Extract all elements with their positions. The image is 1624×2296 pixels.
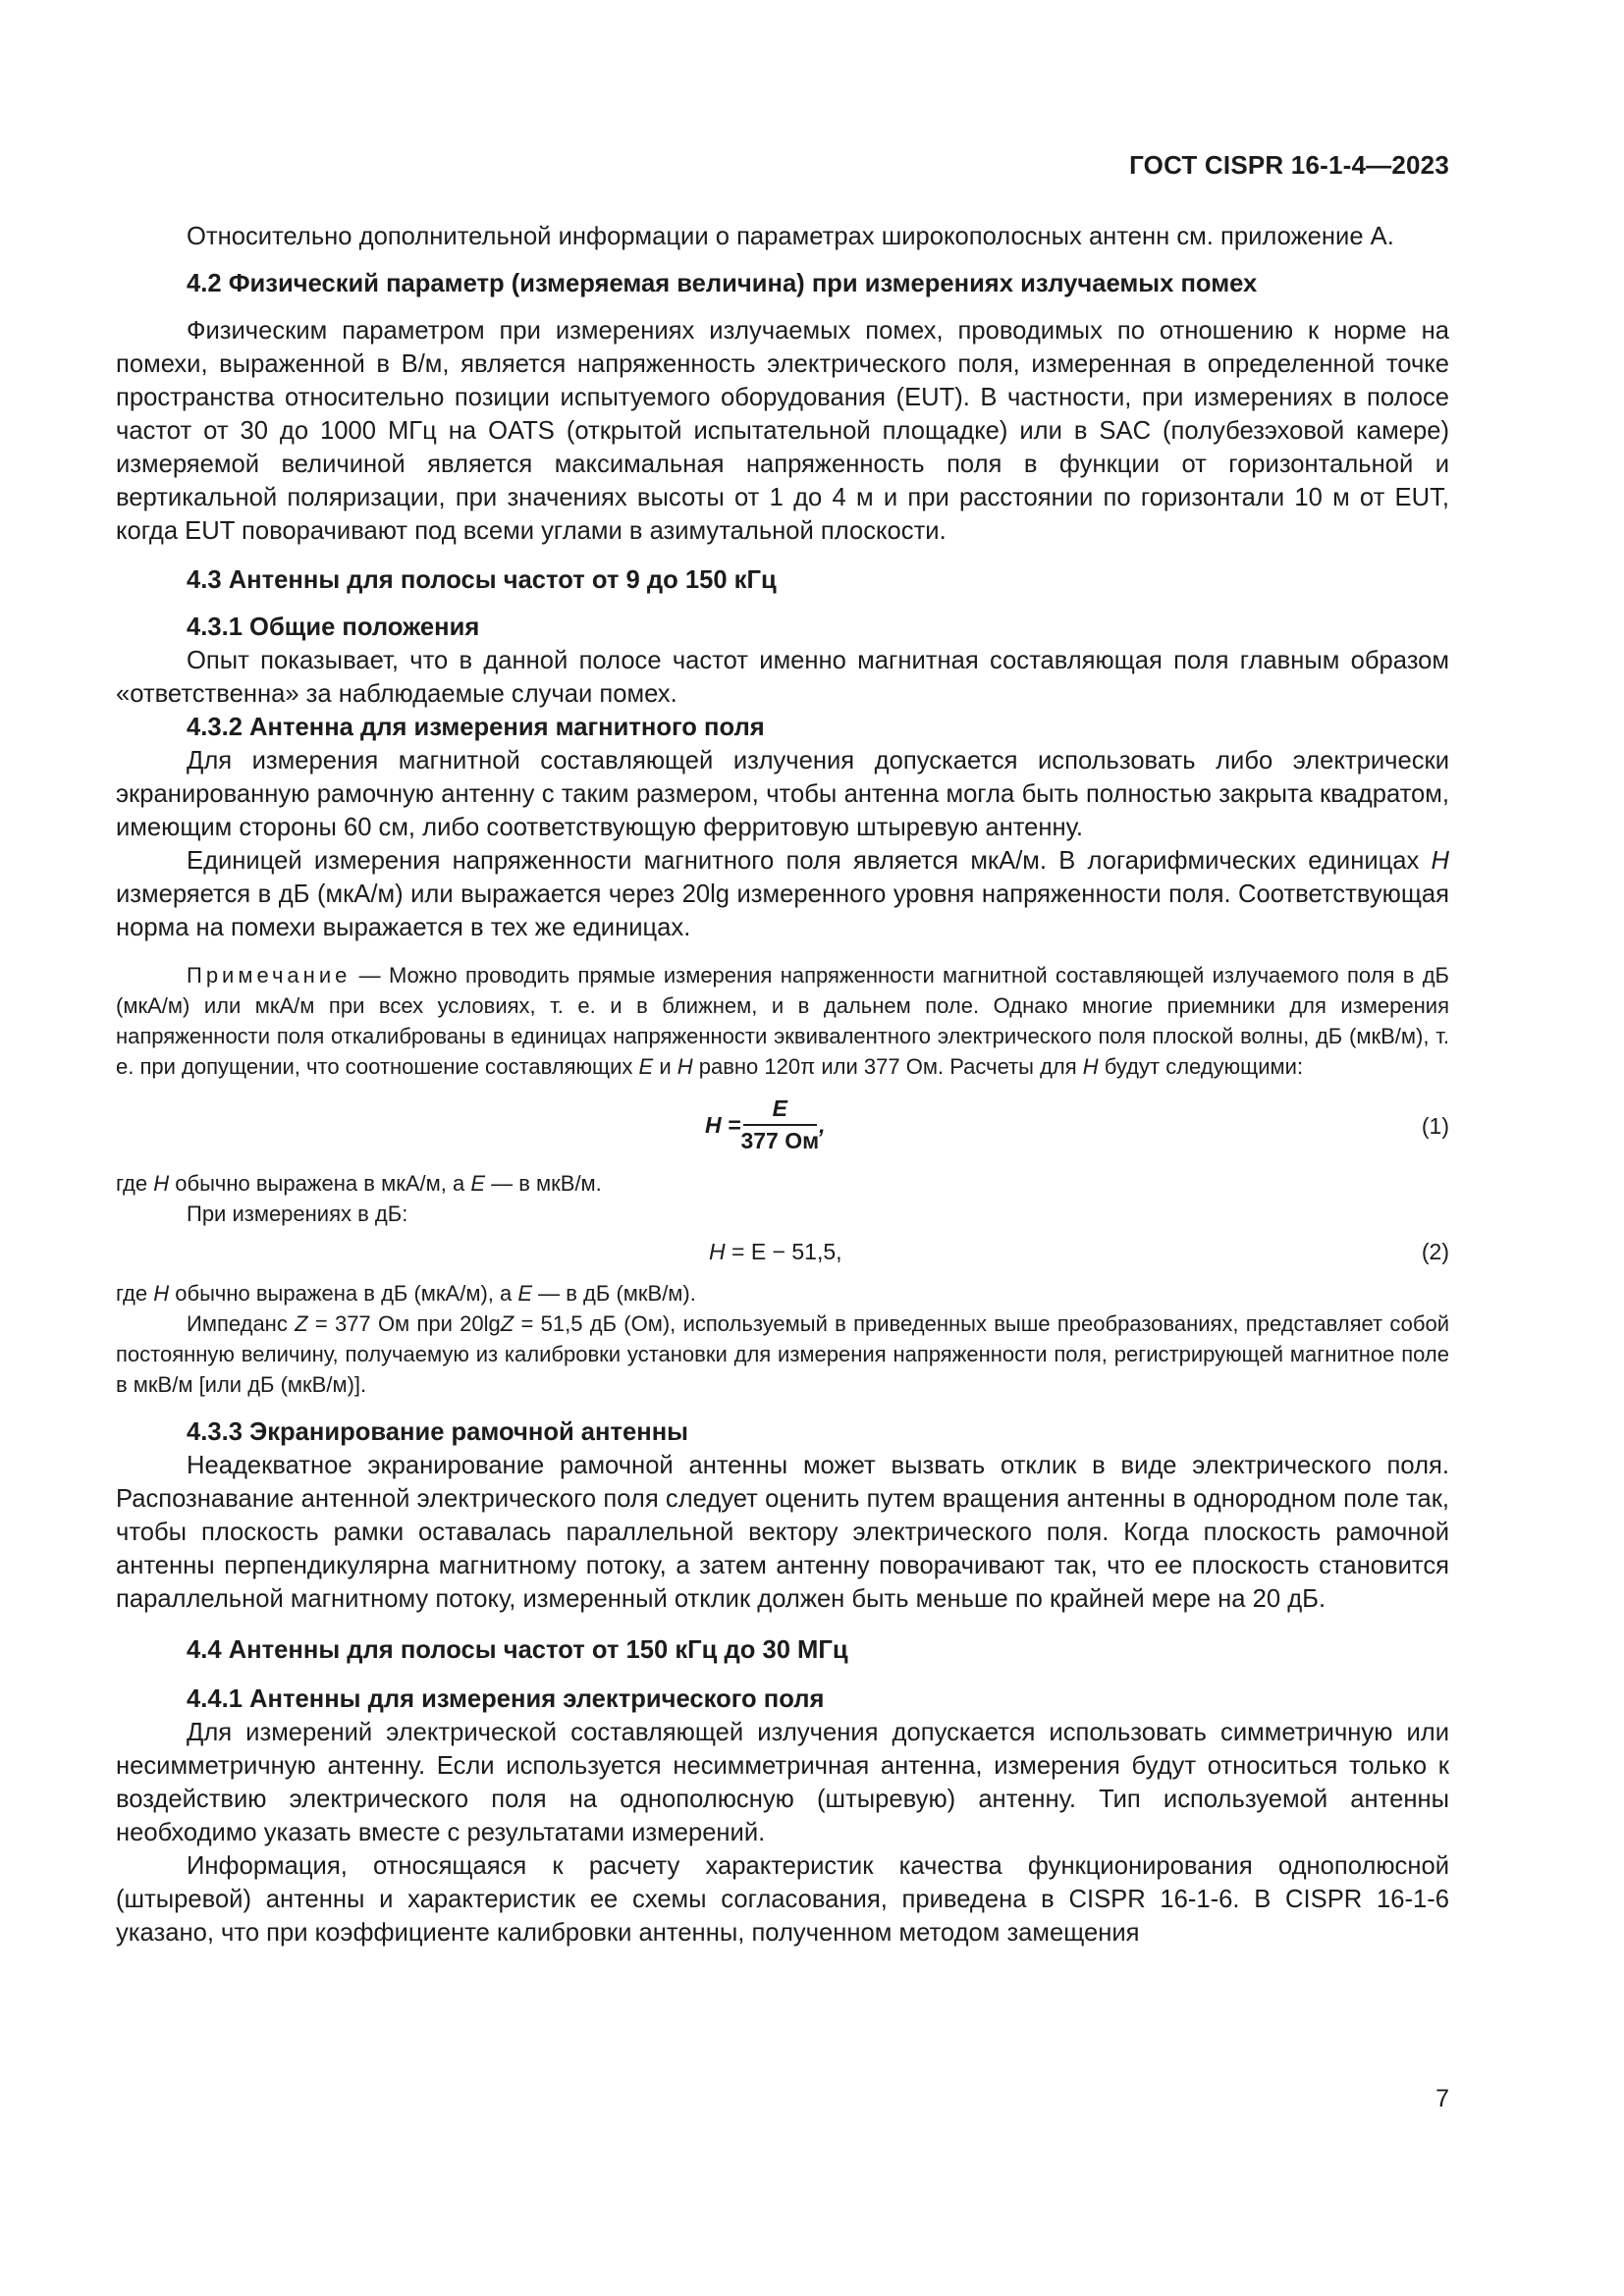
formula-2-lhs: H [709, 1239, 726, 1264]
formula-1-denominator: 377 Ом [740, 1128, 820, 1153]
text-run: где [116, 1281, 154, 1306]
formula-1-numerator: E [743, 1095, 817, 1126]
page-number: 7 [1435, 2085, 1449, 2112]
symbol-h: H [1082, 1054, 1099, 1079]
symbol-h: H [153, 1171, 170, 1196]
section-4-4-1-paragraph-1: Для измерений электрической составляющей излучения допускается использовать симметричную или несимметричную антенну. Если используется несимметричная антенна, измерения будут относиться только к воздействию электрического поля на однополюсную (штыревую) антенну. Тип используемой антенны необходимо указать вместе с результатами измерений. [116, 1719, 1449, 1846]
formula-2 [116, 1235, 1449, 1278]
text-run: — в дБ (мкВ/м). [532, 1281, 696, 1306]
page-body [116, 220, 1449, 1949]
section-4-4-heading: 4.4 Антенны для полосы частот от 150 кГц до 30 МГц [187, 1636, 848, 1664]
note-label: Примечание [187, 963, 352, 988]
section-4-3-1-paragraph: Опыт показывает, что в данной полосе частот именно магнитная составляющая поля главным образом «ответственна» за наблюдаемые случаи помех. [116, 647, 1449, 708]
text-run: обычно выражена в мкА/м, а [169, 1171, 471, 1196]
intro-paragraph: Относительно дополнительной информации о параметрах широкополосных антенн см. приложение А. [187, 223, 1394, 250]
section-4-3-3-heading: 4.3.3 Экранирование рамочной антенны [187, 1418, 689, 1446]
formula-1-expression [705, 1095, 826, 1154]
formula-2-rhs: = E − 51,5, [725, 1239, 842, 1264]
impedance-paragraph [116, 1308, 1449, 1400]
section-4-2-paragraph: Физическим параметром при измерениях излучаемых помех, проводимых по отношению к норме на помехи, выраженной в В/м, является напряженность электрического поля, измеренная в определенной точке пространства относительно позиции испытуемого оборудования (EUT). В частности, при измерениях в полосе частот от 30 до 1000 МГц на OATS (открытой испытательной площадке) или в SAC (полубезэховой камере) измеряемой величиной является максимальная напряженность поля в функции от горизонтальной и вертикальной поляризации, при значениях высоты от 1 до 4 м и при расстоянии по горизонтали 10 м от EUT, когда EUT поворачивают под всеми углами в азимутальной плоскости. [116, 317, 1449, 545]
text-run: где [116, 1171, 154, 1196]
formula-1 [116, 1095, 1449, 1168]
symbol-z: Z [295, 1311, 308, 1336]
formula-1-lhs: H = [705, 1111, 741, 1138]
section-4-3-3-paragraph: Неадекватное экранирование рамочной антенны может вызвать отклик в виде электрического поля. Распознавание антенной электрического поля следует оценить путем вращения антенны в однородном поле так, чтобы плоскость рамки оставалась параллельной вектору электрического поля. Когда плоскость рамочной антенны перпендикулярна магнитному потоку, а затем антенну поворачивают так, что ее плоскость становится параллельной магнитному потоку, измеренный отклик должен быть меньше по крайней мере на 20 дБ. [116, 1452, 1449, 1613]
section-4-3-2-paragraph-1: Для измерения магнитной составляющей излучения допускается использовать либо электрически экранированную рамочную антенну с таким размером, чтобы антенна могла быть полностью закрыта квадратом, имеющим стороны 60 см, либо соответствующую ферритовую штыревую антенну. [116, 747, 1449, 841]
symbol-e: E [517, 1281, 533, 1306]
formula-1-fraction [740, 1095, 819, 1154]
text-run: = 51,5 дБ (Ом), используемый в приведенных выше преобразованиях, представляет собой постоянную величину, получаемую из калибровки установки для измерения напряженности поля, регистрирующей магнитное поле в мкВ/м [или дБ (мкВ/м)]. [116, 1311, 1450, 1397]
document-code-header: ГОСТ CISPR 16-1-4—2023 [1129, 150, 1449, 180]
text-run: Импеданс [187, 1311, 296, 1336]
text-run: и [653, 1054, 677, 1079]
section-4-3-1-heading: 4.3.1 Общие положения [187, 614, 480, 641]
section-4-4-1-paragraph-2: Информация, относящаяся к расчету характеристик качества функционирования однополюсной (штыревой) антенны и характеристик ее схемы согласования, приведена в CISPR 16-1-6. В CISPR 16-1-6 указано, что при коэффициенте калибровки антенны, полученном методом замещения [116, 1852, 1449, 1947]
formula-1-explanation [116, 1168, 1449, 1199]
symbol-e: E [470, 1171, 485, 1196]
symbol-h: H [153, 1281, 170, 1306]
section-4-3-2-heading: 4.3.2 Антенна для измерения магнитного поля [187, 714, 765, 741]
symbol-z: Z [500, 1311, 514, 1336]
section-4-2-heading: 4.2 Физический параметр (измеряемая величина) при измерениях излучаемых помех [187, 270, 1258, 297]
db-measurement-intro: При измерениях в дБ: [187, 1201, 408, 1226]
section-4-4-1-heading: 4.4.1 Антенны для измерения электрического поля [187, 1685, 825, 1713]
formula-1-comma: , [819, 1111, 826, 1138]
formula-2-expression [709, 1239, 842, 1265]
text-run: будут следующими: [1098, 1054, 1304, 1079]
formula-1-number: (1) [1421, 1113, 1449, 1139]
text-run: равно 120π или 377 Ом. Расчеты для [692, 1054, 1083, 1079]
symbol-h: H [1431, 847, 1449, 875]
text-run: измеряется в дБ (мкА/м) или выражается через 20lg измеренного уровня напряженности поля. Соответствующая норма на помехи выражается в тех же единицах. [116, 881, 1449, 941]
section-4-3-heading: 4.3 Антенны для полосы частот от 9 до 150 кГц [187, 566, 777, 594]
symbol-h: H [677, 1054, 693, 1079]
text-run: обычно выражена в дБ (мкА/м), а [169, 1281, 518, 1306]
text-run: Единицей измерения напряженности магнитного поля является мкА/м. В логарифмических единицах [187, 847, 1432, 875]
text-run: = 377 Ом при 20lg [307, 1311, 501, 1336]
formula-2-number: (2) [1421, 1239, 1449, 1264]
text-run: — в мкВ/м. [485, 1171, 602, 1196]
symbol-e: E [638, 1054, 654, 1079]
note-paragraph [116, 960, 1449, 1082]
formula-2-explanation [116, 1278, 1449, 1308]
text-run: — Можно проводить прямые измерения напряженности магнитной составляющей излучаемого поля в дБ (мкА/м) или мкА/м при всех условиях, т. е. и в ближнем, и в дальнем поле. Однако многие приемники для измерения напряженности поля откалиброваны в единицах напряженности эквивалентного электрического поля плоской волны, дБ (мкВ/м), т. е. при допущении, что соотношение составляющих [116, 963, 1449, 1079]
section-4-3-2-paragraph-2 [116, 844, 1449, 944]
